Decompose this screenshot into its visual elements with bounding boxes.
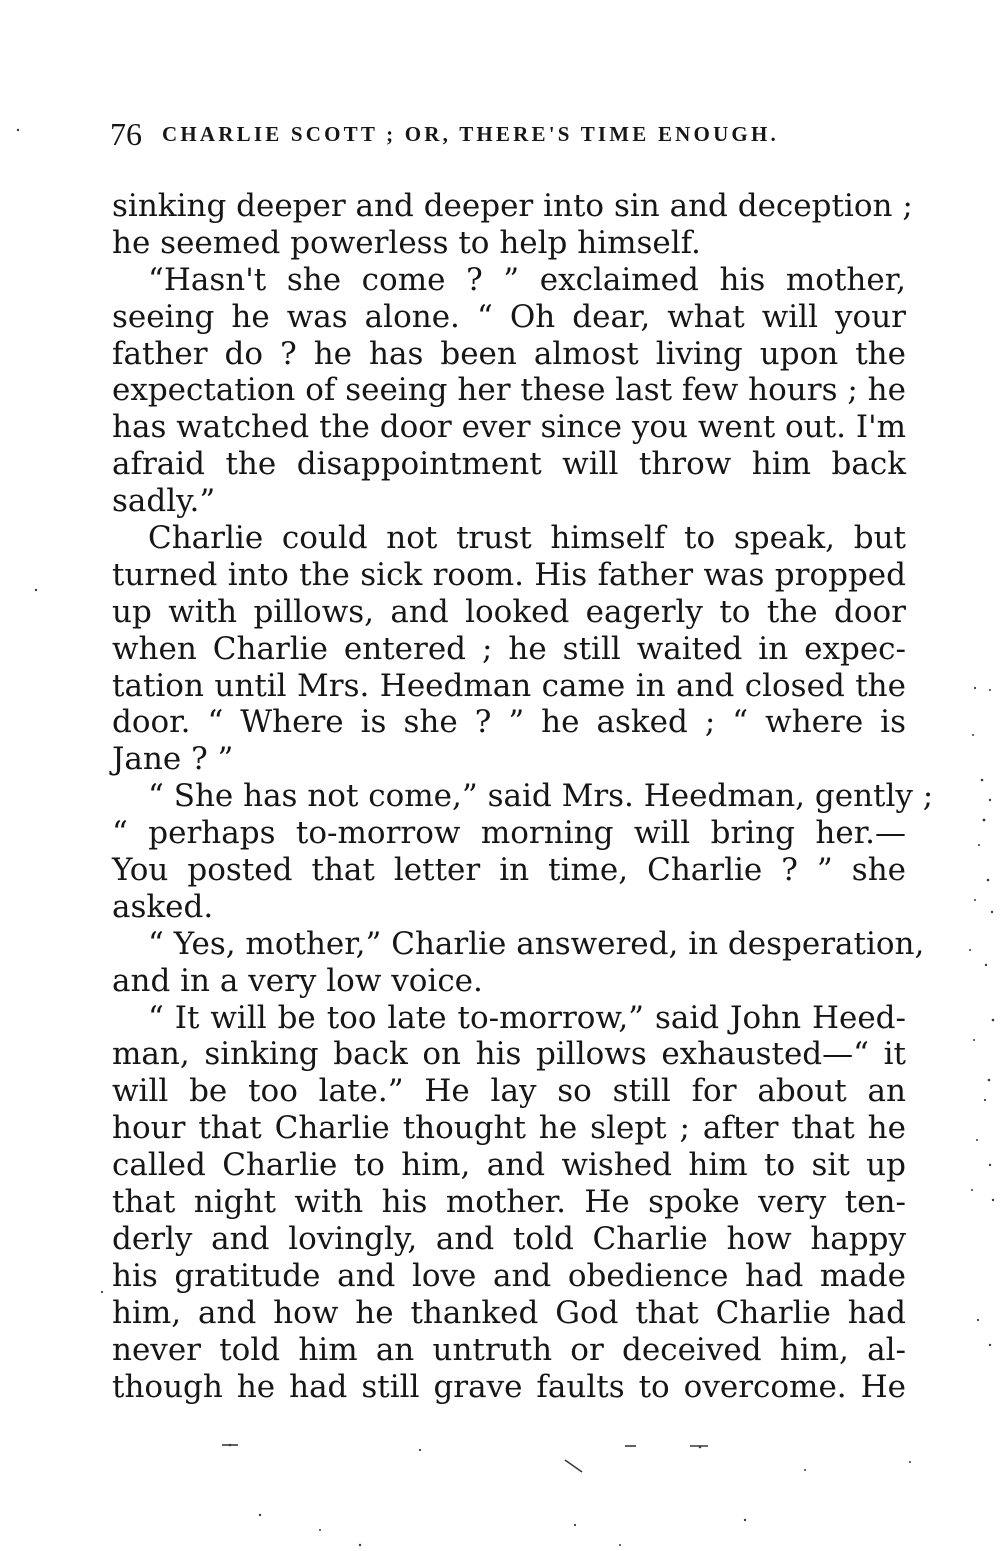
scan-speck	[983, 819, 986, 822]
text-line: asked.	[112, 888, 214, 925]
text-line: when Charlie entered ; he still waited in expec-	[112, 630, 906, 667]
scan-speck	[229, 1444, 232, 1447]
scan-speck	[973, 1039, 975, 1041]
scan-speck	[909, 1461, 911, 1463]
text-line: derly and lovingly, and told Charlie how happy	[112, 1220, 906, 1257]
text-line: “ Yes, mother,” Charlie answered, in desperation,	[148, 925, 925, 962]
text-line: Charlie could not trust himself to speak, but	[148, 520, 906, 557]
text-line: man, sinking back on his pillows exhausted—“ it	[112, 1036, 906, 1073]
text-line: father do ? he has been almost living upon the	[112, 335, 906, 372]
running-title: CHARLIE SCOTT ; OR, THERE'S TIME ENOUGH.	[162, 122, 779, 146]
scan-speck	[699, 1446, 702, 1449]
scan-speck	[989, 689, 991, 691]
text-line: “ She has not come,” said Mrs. Heedman, gently ;	[148, 778, 934, 815]
scan-speck	[17, 129, 19, 131]
text-line: will be too late.” He lay so still for about an	[112, 1073, 906, 1110]
text-line: up with pillows, and looked eagerly to the door	[112, 593, 906, 630]
scan-speck	[989, 1164, 991, 1166]
scan-speck	[971, 1189, 973, 1191]
text-line: he seemed powerless to help himself.	[112, 224, 701, 261]
scan-speck	[977, 1319, 979, 1321]
scan-mark	[565, 1460, 582, 1472]
scan-speck	[976, 1139, 978, 1141]
text-line: and in a very low voice.	[112, 962, 483, 999]
text-line: never told him an untruth or deceived him, al-	[112, 1331, 906, 1368]
scan-speck	[974, 899, 976, 901]
text-line: though he had still grave faults to overcome. He	[112, 1368, 906, 1405]
scan-speck	[972, 734, 974, 736]
scan-speck	[319, 1529, 321, 1531]
scan-speck	[619, 1544, 621, 1546]
text-line: has watched the door ever since you went out. I'm	[112, 409, 906, 446]
scan-speck	[985, 964, 987, 966]
text-line: “ It will be too late to-morrow,” said John Heed-	[148, 999, 906, 1036]
text-line: that night with his mother. He spoke very ten-	[112, 1184, 906, 1221]
body-text	[112, 188, 934, 1405]
scan-speck	[984, 1099, 986, 1101]
text-line: seeing he was alone. “ Oh dear, what will your	[112, 298, 906, 335]
scan-speck	[981, 779, 984, 782]
text-line: “ perhaps to-morrow morning will bring her.—	[112, 815, 906, 852]
scan-speck	[259, 1514, 261, 1516]
scan-speck	[974, 687, 976, 689]
scan-speck	[991, 911, 993, 913]
text-line: afraid the disappointment will throw him back	[112, 446, 906, 483]
scan-speck	[992, 1199, 994, 1201]
scan-speck	[101, 1291, 103, 1293]
text-line: door. “ Where is she ? ” he asked ; “ where is	[112, 704, 906, 741]
scan-speck	[969, 949, 971, 951]
scan-speck	[978, 844, 980, 846]
text-line: sadly.”	[112, 483, 216, 520]
scan-speck	[419, 1449, 421, 1451]
text-line: You posted that letter in time, Charlie ? ” she	[112, 852, 906, 889]
text-line: hour that Charlie thought he slept ; after that he	[112, 1110, 906, 1147]
scan-speck	[574, 1524, 576, 1526]
text-line: tation until Mrs. Heedman came in and closed the	[112, 667, 906, 704]
scan-speck	[988, 1079, 991, 1082]
scan-speck	[992, 1019, 995, 1022]
scan-speck	[989, 799, 991, 801]
text-line: turned into the sick room. His father was propped	[112, 556, 906, 593]
scan-speck	[987, 879, 990, 882]
text-line: sinking deeper and deeper into sin and deception ;	[112, 188, 913, 224]
text-line: his gratitude and love and obedience had made	[112, 1257, 906, 1294]
running-head	[110, 116, 910, 160]
text-line: expectation of seeing her these last few hours ; he	[112, 372, 906, 409]
text-line: “Hasn't she come ? ” exclaimed his mother,	[148, 261, 906, 298]
scan-speck	[35, 589, 37, 591]
text-line: Jane ? ”	[112, 741, 234, 778]
page-number: 76	[110, 116, 142, 152]
text-line: called Charlie to him, and wished him to sit up	[112, 1147, 906, 1184]
scan-speck	[989, 1344, 991, 1346]
text-line: him, and how he thanked God that Charlie had	[112, 1294, 906, 1331]
scan-speck	[744, 1519, 746, 1521]
scan-speck	[359, 1544, 361, 1546]
scan-speck	[804, 1469, 806, 1471]
